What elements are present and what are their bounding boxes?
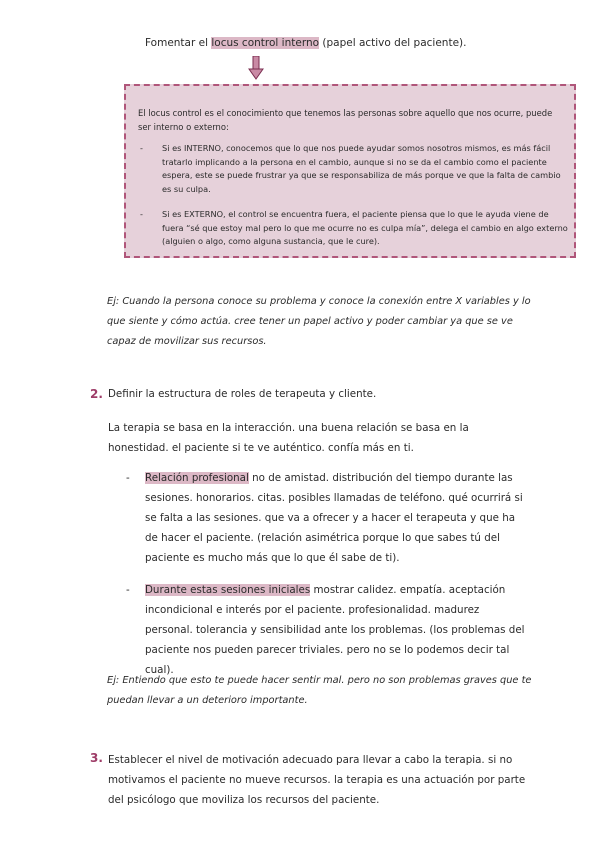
section-number: 3.	[90, 751, 103, 765]
box-item-text: Si es INTERNO, conocemos que lo que nos puede ayudar somos nosotros mismos, es más fácil tratarlo implicando a la persona en el cambio, aunque si no se da el cambio como el paciente espera, este se puede frustrar ya que se responsabiliza de más porque ve que la falta de cambio es su culpa.	[162, 143, 561, 194]
section-intro: La terapia se basa en la interacción. una buena relación se basa en la honestidad. el paciente si te ve auténtico. confía más en ti.	[108, 422, 469, 454]
list-bullet: -	[126, 472, 130, 484]
example-locus: Ej: Cuando la persona conoce su problema y conoce la conexión entre X variables y lo que siente y cómo actúa. cree tener un papel activo y poder cambiar ya que se ve capaz de movilizar sus recursos.	[107, 296, 531, 347]
locus-highlight: locus control interno	[211, 37, 320, 49]
example-roles: Ej: Entiendo que esto te puede hacer sentir mal. pero no son problemas graves que te puedan llevar a un deterioro importante.	[107, 675, 532, 706]
box-item-internal	[140, 142, 568, 196]
list-item-sesiones	[126, 580, 530, 680]
intro-prefix: Fomentar el	[145, 37, 212, 49]
section-number: 2.	[90, 387, 103, 401]
box-intro: El locus control es el conocimiento que tenemos las personas sobre aquello que nos ocurre, puede ser interno o externo:	[138, 108, 553, 132]
item-text: no de amistad. distribución del tiempo durante las sesiones. honorarios. citas. posibles llamadas de teléfono. qué ocurrirá si se falta a las sesiones. que va a ofrecer y a hacer el terapeuta y que ha de hacer el paciente. (relación asimétrica porque lo que sabes tú del paciente es mucho más que lo que él sabe de ti).	[145, 472, 523, 564]
locus-definition-box	[124, 84, 576, 258]
item-text: mostrar calidez. empatía. aceptación incondicional e interés por el paciente. profesionalidad. madurez personal. tolerancia y sensibilidad ante los problemas. (los problemas del paciente nos pueden parecer triviales. pero no se lo podemos decir tal cual).	[145, 584, 525, 676]
section-title: Definir la estructura de roles de terapeuta y cliente.	[108, 388, 377, 400]
down-arrow-icon	[248, 56, 264, 80]
section-motivation: Establecer el nivel de motivación adecuado para llevar a cabo la terapia. si no motivamos el paciente no mueve recursos. la terapia es una actuación por parte del psicólogo que moviliza los recursos del paciente.	[108, 754, 526, 806]
box-bullet: -	[140, 209, 143, 219]
list-bullet: -	[126, 584, 130, 596]
intro-suffix: (papel activo del paciente).	[319, 37, 467, 49]
intro-line	[145, 37, 466, 49]
box-bullet: -	[140, 143, 143, 153]
box-item-text: Si es EXTERNO, el control se encuentra fuera, el paciente piensa que lo que le ayuda viene de fuera “sé que estoy mal pero lo que me ocurre no es culpa mía”, delega el cambio en algo externo (alguien o algo, como alguna sustancia, que le cure).	[162, 209, 568, 247]
list-item-relacion	[126, 468, 530, 568]
item-highlight: Durante estas sesiones iniciales	[145, 584, 311, 596]
item-highlight: Relación profesional	[145, 472, 249, 484]
box-item-external	[140, 208, 568, 249]
